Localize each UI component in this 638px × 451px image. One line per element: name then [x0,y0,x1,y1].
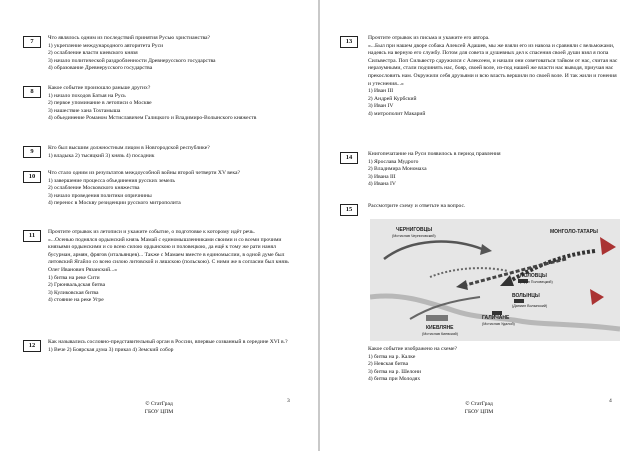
question-text-11: Прочтите отрывок из летописи и укажите событие, о подготовке к которому идёт речь. «...Осенью поднялся ордынский князь Мамай с единомышленниками своими и со всеми прочими князьями ордынскими и со всею силою ордынскою и половецкою, да ещё к тому же рати нанял бусурман, армян, фрягов (итальянцев)... Также с Мамаем вместе в единомыслии, в одной думе был литовский Ягайло со всею силою литовской и ляшскою (польскою). С ними же в согласии был князь Олег Иванович Рязанский...» 1) битва на реке Сити 2) Грюнвальдская битва 3) Куликовская битва 4) стояние на реке Угре [48,229,289,304]
question-text-15: Рассмотрите схему и ответьте на вопрос. [368,203,466,209]
question-number-8: 8 [23,86,41,98]
question-text-8: Какое событие произошло раньше других? 1) начало походов Батыя на Русь 2) первое упоминание в летописи о Москве 3) нашествие хана Тохтамыша 4) объединение Романом Мстиславичем Галицкого и Владимиро-Волынского княжеств [48,85,257,122]
question-number-11: 11 [23,230,41,242]
label-chernigov-sub: (Мстислав Черниговский) [392,234,436,238]
page-footer: © СтатГрад ГБОУ ЦПМ [144,401,174,415]
label-volynians: ВОЛЫНЦЫ [512,293,540,299]
question-text-13: Прочтите отрывок из письма и укажите его автора. «...Был при нашем дворе собака Алексей Адашев, мы же взяли его из навоза и сравняли с вельможами, надеясь на верную его службу. Потом для совета и душевных дел к спасения своей души взял я попа Сильвестра. Поп Сильвестр сдружился с Алексеем, и начали они советоваться тайком от нас, считая нас неразумными, стали подчинять нас, бояр, своей воле, из-под нашей же власти нас выводя, приучая нас прекословить нам. Окружили себя друзьями и всю власть вершили по своей воле. И так жили и гонения и утеснения...» 1) Иван III 2) Андрей Курбский 3) Иван IV 4) митрополит Макарий [368,35,618,117]
label-kievans: КИЕВЛЯНЕ [426,325,454,331]
question-15-answers: Какое событие изображено на схеме? 1) битва на р. Калке 2) Невская битва 3) битва на р. Шелони 4) битва при Молодях [368,346,458,383]
question-number-7: 7 [23,36,41,48]
page-number: 3 [287,398,290,404]
question-number-15: 15 [340,204,358,216]
label-volynians-sub: (Даниил Волынский) [512,304,548,308]
right-page [320,0,638,451]
label-galicians: ГАЛИЧАНЕ [482,315,510,321]
label-galicians-sub: (Мстислав Удалой) [482,322,515,326]
battle-scheme [370,219,620,341]
question-number-14: 14 [340,152,358,164]
question-text-9: Кто был высшим должностным лицом в Новгородской республике? 1) владыка 2) тысяцкий 3) князь 4) посадник [48,145,210,159]
volynians-block [514,299,524,303]
battle-scheme-svg [370,219,620,341]
question-text-12: Как назывались сословно-представительный орган в России, впервые созванный в середине XVI в.? 1) Вече 2) Боярская дума 3) приказ 4) Земский собор [48,339,288,353]
kievans-camp [426,315,448,321]
question-number-10: 10 [23,171,41,183]
label-polovtsy-sub: (Ярун Половецкий) [520,280,553,284]
question-text-10: Что стало одним из результатов междоусобной войны второй четверти XV века? 1) завершение процесса объединения русских земель 2) ослабление Московского княжества 3) начало проведения политики опричнины 4) перенос в Москву резиденции русского митрополита [48,170,240,207]
label-mongols: МОНГОЛО-ТАТАРЫ [550,229,598,235]
question-text-7: Что являлось одним из последствий принятия Русью христианства? 1) укрепление международного авторитета Руси 2) ослабление власти киевского князя 3) начало политической раздробленности Древнерусского государства 4) образование Древнерусского государства [48,35,216,72]
label-polovtsy: ПОЛОВЦЫ [520,273,547,279]
question-number-12: 12 [23,340,41,352]
question-number-9: 9 [23,146,41,158]
page-footer: © СтатГрад ГБОУ ЦПМ [464,401,494,415]
left-page [0,0,318,451]
label-kievans-sub: (Мстислав Киевский) [422,332,458,336]
question-text-14: Книгопечатание на Руси появилось в период правления 1) Ярослава Мудрого 2) Владимира Мономаха 3) Ивана III 4) Ивана IV [368,151,501,188]
page-number: 4 [609,398,612,404]
label-chernigov: ЧЕРНИГОВЦЫ [396,227,433,233]
question-number-13: 13 [340,36,358,48]
